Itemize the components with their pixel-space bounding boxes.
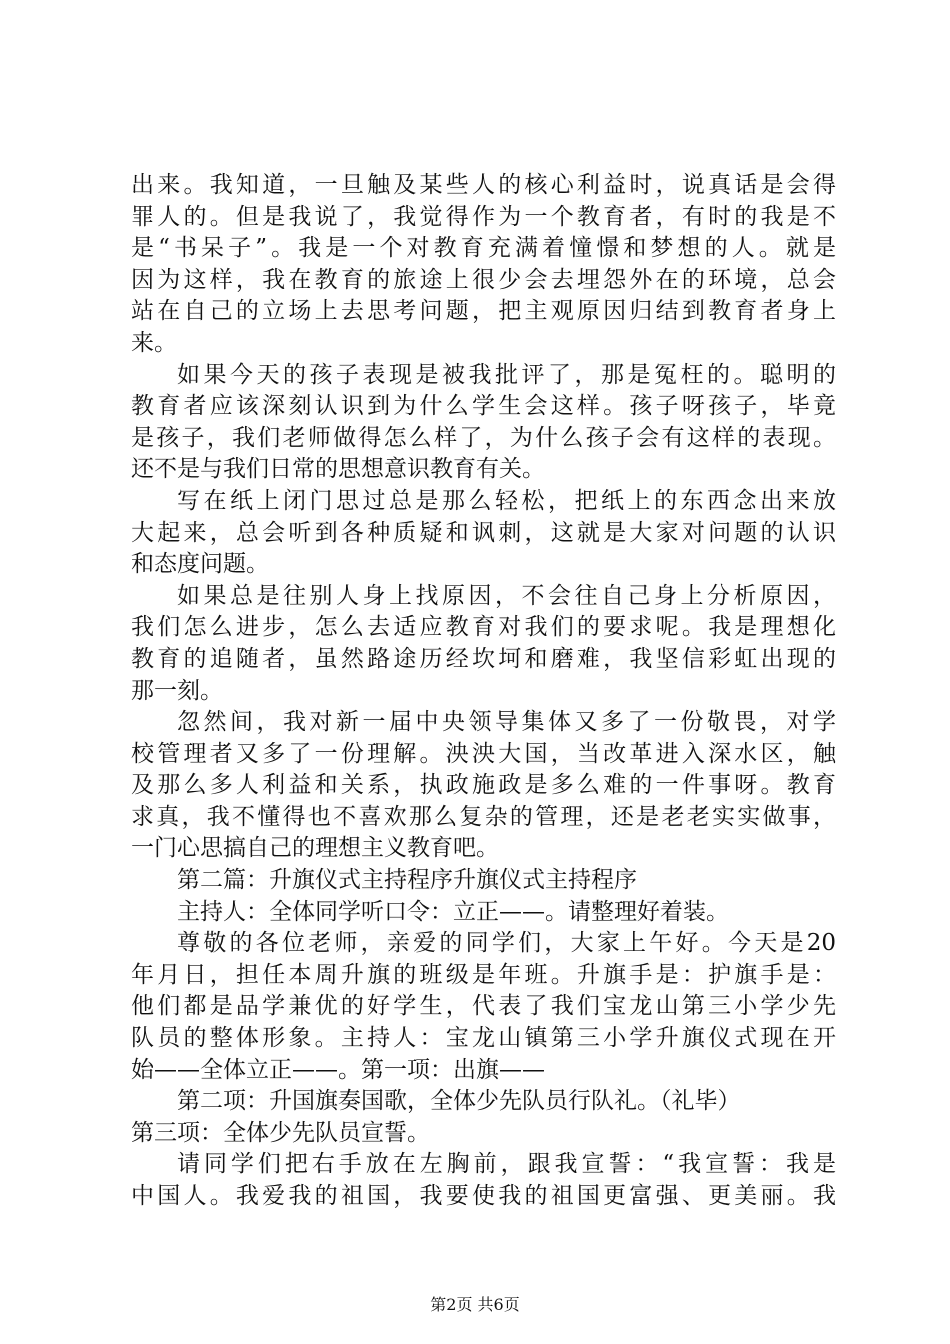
section-heading bbox=[131, 865, 836, 897]
text-line: 及那么多人利益和关系，执政施政是多么难的一件事呀。教育 bbox=[131, 772, 836, 799]
page-number: 第2页 共6页 bbox=[430, 1295, 520, 1314]
text-line: 如果今天的孩子表现是被我批评了，那是冤枉的。聪明的 bbox=[177, 361, 836, 388]
text-line: 一门心思搞自己的理想主义教育吧。 bbox=[131, 835, 499, 862]
text-line: 教育者应该深刻认识到为什么学生会这样。孩子呀孩子，毕竟 bbox=[131, 393, 836, 420]
text-line: 求真，我不懂得也不喜欢那么复杂的管理，还是老老实实做事， bbox=[131, 803, 836, 830]
text-line: 忽然间，我对新一届中央领导集体又多了一份敬畏，对学 bbox=[177, 709, 836, 736]
page-footer bbox=[0, 1295, 950, 1315]
text-line: 出来。我知道，一旦触及某些人的核心利益时，说真话是会得 bbox=[131, 172, 836, 198]
text-line: 主持人：全体同学听口令：立正——。请整理好着装。 bbox=[177, 898, 729, 925]
text-line: 我们怎么进步，怎么去适应教育对我们的要求呢。我是理想化 bbox=[131, 614, 836, 641]
text-line: 因为这样，我在教育的旅途上很少会去埋怨外在的环境，总会 bbox=[131, 266, 836, 293]
text-line: 第二项：升国旗奏国歌，全体少先队员行队礼。（礼毕） bbox=[177, 1088, 741, 1115]
text-line: 队员的整体形象。主持人：宝龙山镇第三小学升旗仪式现在开 bbox=[131, 1025, 836, 1052]
text-line: 来。 bbox=[131, 329, 177, 356]
text-line: 是“书呆子”。我是一个对教育充满着憧憬和梦想的人。就是 bbox=[131, 235, 836, 262]
paragraph bbox=[131, 897, 836, 929]
text-line: 和态度问题。 bbox=[131, 551, 269, 578]
paragraph bbox=[131, 360, 836, 486]
text-line: 是孩子，我们老师做得怎么样了，为什么孩子会有这样的表现。 bbox=[131, 424, 836, 451]
text-line: 始——全体立正——。第一项：出旗—— bbox=[131, 1056, 545, 1083]
text-line: 还不是与我们日常的思想意识教育有关。 bbox=[131, 456, 545, 483]
paragraph bbox=[131, 928, 836, 1086]
paragraph bbox=[131, 486, 836, 581]
text-line: 尊敬的各位老师，亲爱的同学们，大家上午好。今天是20 bbox=[177, 930, 836, 957]
text-line: 站在自己的立场上去思考问题，把主观原因归结到教育者身上 bbox=[131, 298, 836, 325]
text-line: 年月日，担任本周升旗的班级是年班。升旗手是：护旗手是： bbox=[131, 961, 836, 988]
text-line: 中国人。我爱我的祖国，我要使我的祖国更富强、更美丽。我 bbox=[131, 1183, 836, 1209]
paragraph bbox=[131, 707, 836, 865]
document-body bbox=[131, 170, 836, 1213]
paragraph bbox=[131, 1149, 836, 1212]
text-line: 那一刻。 bbox=[131, 677, 223, 704]
text-line: 如果总是往别人身上找原因，不会往自己身上分析原因， bbox=[177, 582, 836, 609]
text-line: 罪人的。但是我说了，我觉得作为一个教育者，有时的我是不 bbox=[131, 203, 836, 230]
text-line: 他们都是品学兼优的好学生，代表了我们宝龙山第三小学少先 bbox=[131, 993, 836, 1020]
text-line: 第三项：全体少先队员宣誓。 bbox=[131, 1119, 430, 1146]
text-line: 写在纸上闭门思过总是那么轻松，把纸上的东西念出来放 bbox=[177, 487, 836, 514]
paragraph bbox=[131, 170, 836, 360]
text-line: 第二篇：升旗仪式主持程序升旗仪式主持程序 bbox=[177, 867, 637, 894]
paragraph bbox=[131, 1118, 836, 1150]
text-line: 请同学们把右手放在左胸前，跟我宣誓：“我宣誓：我是 bbox=[177, 1151, 836, 1178]
text-line: 大起来，总会听到各种质疑和讽刺，这就是大家对问题的认识 bbox=[131, 519, 836, 546]
text-line: 校管理者又多了一份理解。泱泱大国，当改革进入深水区，触 bbox=[131, 740, 836, 767]
paragraph bbox=[131, 581, 836, 707]
paragraph bbox=[131, 1086, 836, 1118]
text-line: 教育的追随者，虽然路途历经坎坷和磨难，我坚信彩虹出现的 bbox=[131, 645, 836, 672]
